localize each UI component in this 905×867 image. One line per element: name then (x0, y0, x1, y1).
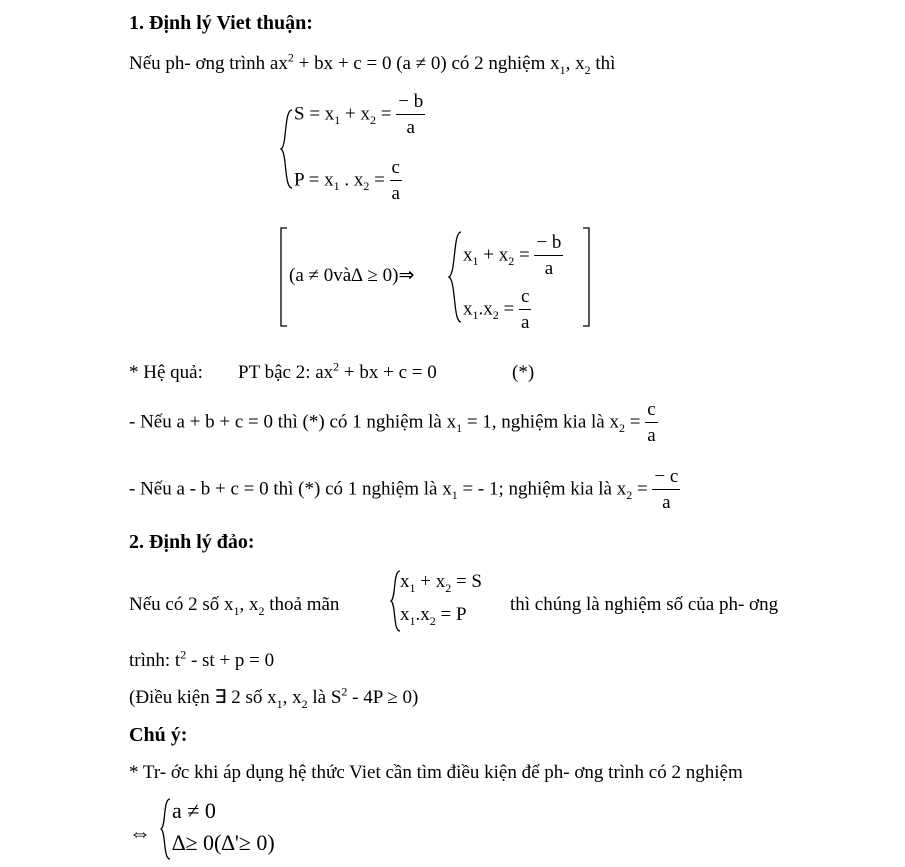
section2-equation: trình: $t^2$ - st + p = 0 (129, 647, 275, 671)
section2-condition: (Điều kiện ∃ 2 số $x_1$, $x_2$ là $S^2 - 4P \ge 0$) (129, 684, 419, 711)
note-condition-delta: ∆≥ 0(∆'≥ 0) (172, 830, 275, 855)
corollary-case-2: - Nếu a - b + c = 0 thì (*) có 1 nghiệm là $x_1$ = - 1; nghiệm kia là $x_2$ = $\frac{- c}{a}$ (129, 466, 679, 513)
product-formula: $P = x_1$ . $x_2$ = $\frac{c}{a}$ (294, 157, 400, 204)
note-text: * Tr- ớc khi áp dụng hệ thức Viet cần tìm điều kiện để ph- ơng trình có 2 nghiệm (129, 762, 743, 783)
fraction-c-over-a: $\frac{c}{a}$ (391, 157, 400, 204)
left-brace-icon (160, 798, 172, 860)
section2-title: 2. Định lý đảo: (129, 531, 255, 553)
section1-intro: Nếu ph- ơng trình $ax^2$ + bx + c = 0 (a ≠ 0) có 2 nghiệm $x_1$, $x_2$ thì (129, 50, 616, 77)
note-condition-a: a ≠ 0 (172, 798, 216, 823)
section1-title: 1. Định lý Viet thuận: (129, 12, 313, 34)
left-brace-icon (280, 108, 294, 190)
condition-implies: (a ≠ 0và∆ ≥ 0)⇒ (289, 265, 415, 286)
iff-symbol: ⇔ (129, 820, 151, 845)
corollary-mark: (*) (512, 362, 535, 383)
system-product: $x_1.x_2$ = $\frac{c}{a}$ (463, 286, 530, 333)
system-product-p: $x_1.x_2 = P$ (400, 604, 467, 628)
corollary-case-1: - Nếu a + b + c = 0 thì (*) có 1 nghiệm là $x_1 = 1$, nghiệm kia là $x_2$ = $\frac{c}{a}$ (129, 399, 656, 446)
section2-line-right: thì chúng là nghiệm số của ph- ơng (510, 594, 779, 615)
note-title: Chú ý: (129, 724, 188, 746)
system-sum: $x_1 + x_2$ = $\frac{- b}{a}$ (463, 232, 562, 279)
system-sum-s: $x_1 + x_2 = S$ (400, 571, 483, 595)
corollary-equation: PT bậc 2: $ax^2$ + bx + c = 0 (238, 359, 437, 383)
corollary-label: * Hệ quả: (129, 362, 203, 383)
sum-formula: $S = x_1 + x_2$ = $\frac{- b}{a}$ (294, 91, 424, 138)
section2-line-left: Nếu có 2 số $x_1$, $x_2$ thoả mãn (129, 594, 340, 618)
fraction-neg-b-over-a: $\frac{- b}{a}$ (398, 91, 424, 138)
